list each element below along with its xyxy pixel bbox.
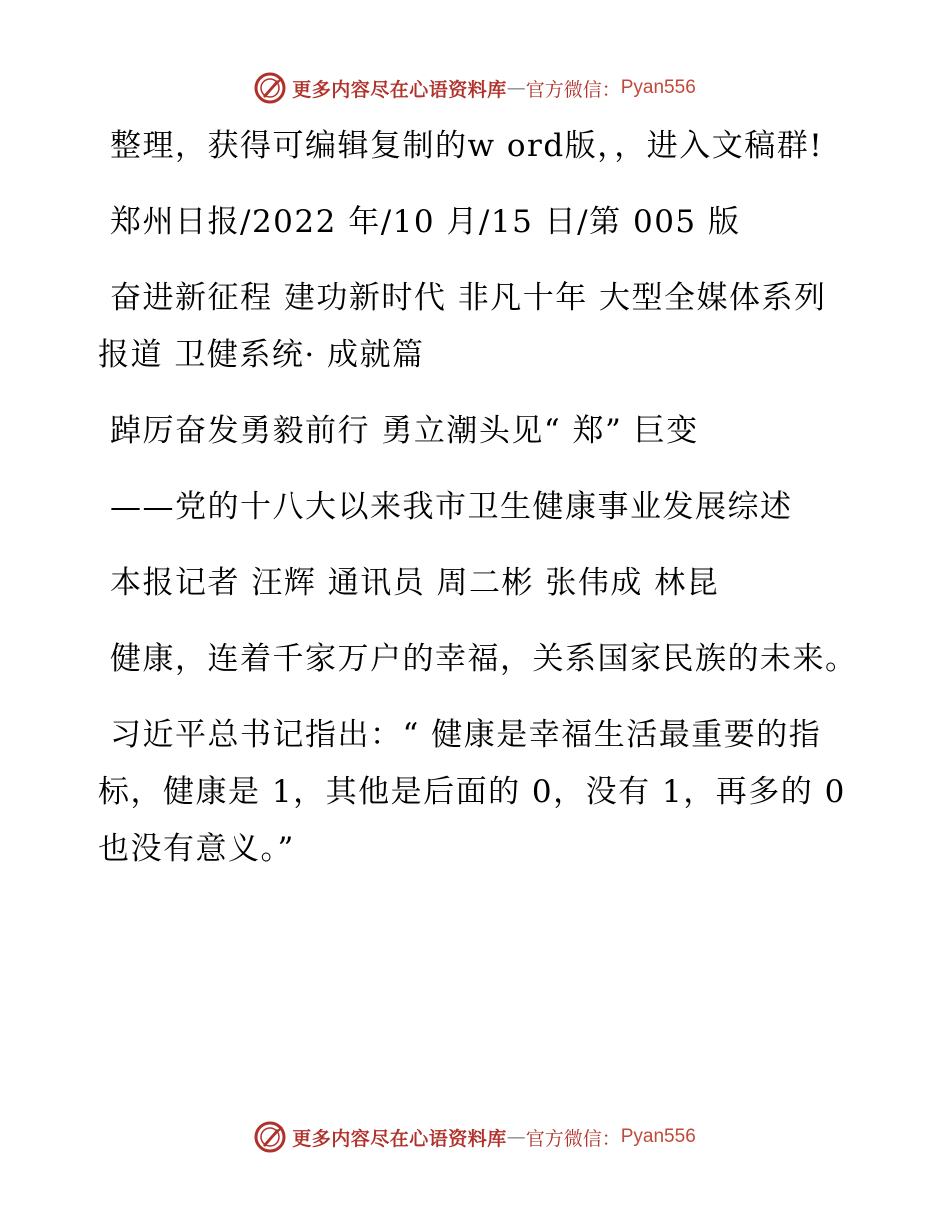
watermark-main-text: 更多内容尽在心语资料库 xyxy=(292,78,507,101)
watermark-sub-text: 官方微信： xyxy=(525,78,621,101)
watermark-sub-text: 官方微信： xyxy=(525,1127,621,1150)
paragraph-body-2: 习近平总书记指出：“ 健康是幸福生活最重要的指标，健康是 1，其他是后面的 0，没有 1，再多的 0 也没有意义。” xyxy=(98,717,846,867)
watermark-dash: — xyxy=(506,1126,526,1148)
paragraph-headline: 踔厉奋发勇毅前行 勇立潮头见“ 郑” 巨变 xyxy=(110,413,699,449)
watermark-main-text: 更多内容尽在心语资料库 xyxy=(292,1127,507,1150)
quill-logo-icon xyxy=(254,72,286,104)
paragraph-subheadline: ——党的十八大以来我市卫生健康事业发展综述 xyxy=(110,489,793,525)
paragraph-series-title: 奋进新征程 建功新时代 非凡十年 大型全媒体系列报道 卫健系统· 成就篇 xyxy=(98,280,827,373)
watermark-id: Pyan556 xyxy=(620,77,696,98)
footer-watermark xyxy=(0,1121,950,1153)
header-watermark xyxy=(0,72,950,104)
quill-logo-icon xyxy=(254,1121,286,1153)
watermark-id: Pyan556 xyxy=(620,1126,696,1147)
paragraph-intro: 整理，获得可编辑复制的w ord版，，进入文稿群! xyxy=(110,128,824,164)
watermark-dash: — xyxy=(506,77,526,99)
paragraph-body-1: 健康，连着千家万户的幸福，关系国家民族的未来。 xyxy=(110,641,858,677)
paragraph-source: 郑州日报/2022 年/10 月/15 日/第 005 版 xyxy=(110,204,741,240)
document-body xyxy=(98,118,858,897)
paragraph-byline: 本报记者 汪辉 通讯员 周二彬 张伟成 林昆 xyxy=(110,565,720,601)
